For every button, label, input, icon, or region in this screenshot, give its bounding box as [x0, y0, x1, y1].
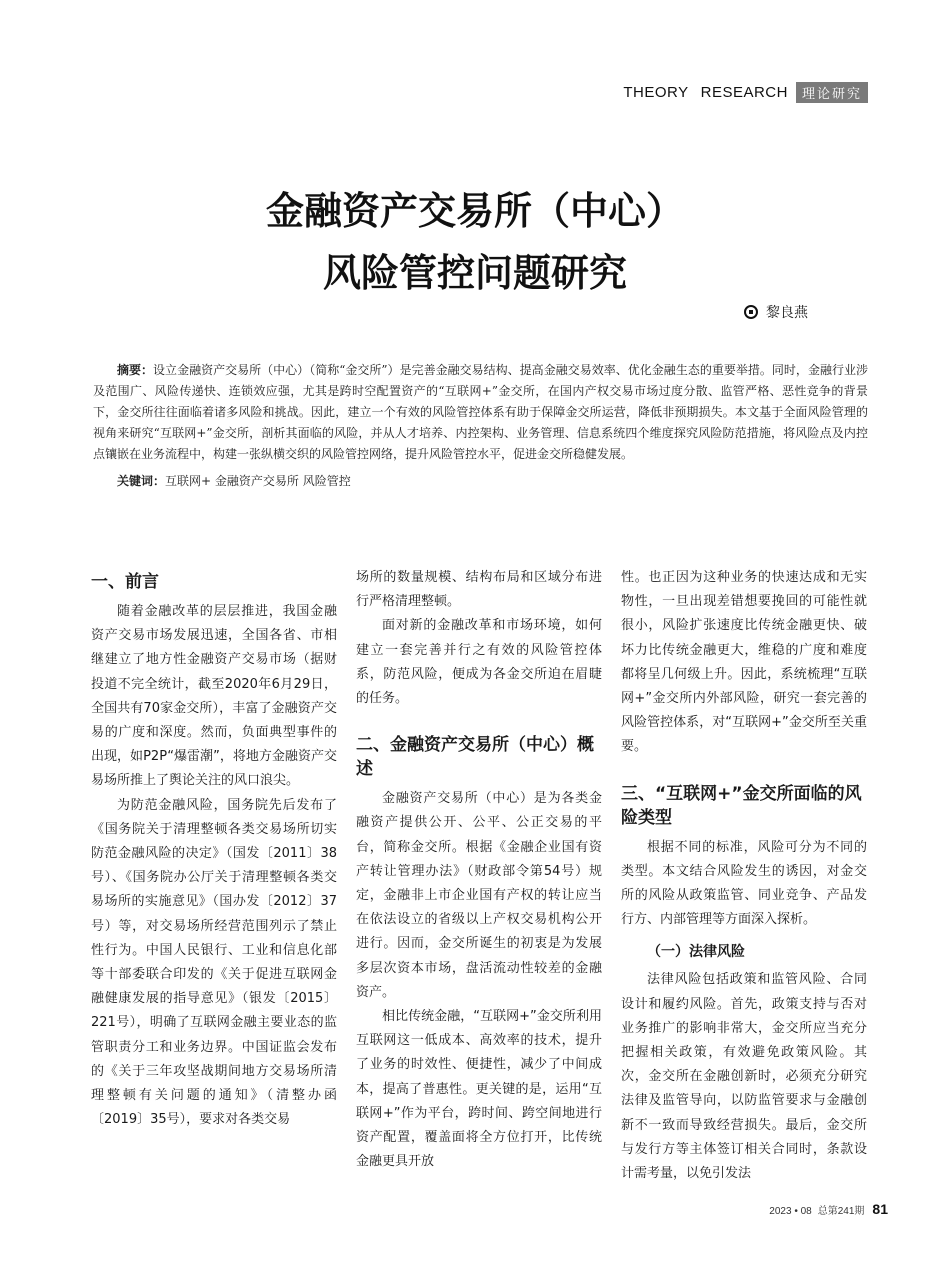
subsection-heading-legal-risk: （一）法律风险 [647, 944, 745, 961]
header-english [623, 84, 788, 101]
footer-issue: 2023 • 08 [769, 1206, 812, 1217]
body-paragraph: 金融资产交易所（中心）是为各类金融资产提供公开、公平、公正交易的平台，简称金交所。根据《金融企业国有资产转让管理办法》（财政部令第54号）规定，金融非上市企业国有产权的转让应当在依法设立的省级以上产权交易机构公开进行。因而，金交所诞生的初衷是为发展多层次资本市场，盘活流动性较差的金融资产。 [356, 791, 602, 1000]
abstract-block [93, 360, 868, 492]
header-section-badge: 理论研究 [796, 82, 868, 103]
body-paragraph: 面对新的金融改革和市场环境，如何建立一套完善并行之有效的风险管控体系，防范风险，便成为各金交所迫在眉睫的任务。 [356, 618, 602, 707]
abstract-text: 设立金融资产交易所（中心）（简称“金交所”）是完善金融交易结构、提高金融交易效率、优化金融生态的重要举措。同时，金融行业涉及范围广、风险传递快、连锁效应强，尤其是跨时空配置资产的“互联网+”金交所，在国内产权交易市场过度分散、监管严格、恶性竞争的背景下，金交所往往面临着诸多风险和挑战。因此，建立一个有效的风险管控体系有助于保障金交所运营，降低非预期损失。本文基于全面风险管理的视角来研究“互联网+”金交所，剖析其面临的风险，并从人才培养、内控架构、业务管理、信息系统四个维度探究风险防范措施，将风险点及内控点镶嵌在业务流程中，构建一张纵横交织的风险管控网络，提升风险管控水平，促进金交所稳健发展。 [93, 363, 868, 461]
title-line-2: 风险管控问题研究 [322, 251, 627, 295]
abstract-paragraph [93, 360, 868, 465]
section-heading-intro: 一、前言 [91, 572, 159, 592]
footer-total-issue: 总第241期 [817, 1206, 865, 1217]
author-byline [744, 302, 808, 322]
body-paragraph-continued: 性。也正因为这种业务的快速达成和无实物性，一旦出现差错想要挽回的可能性就很小，风险扩张速度比传统金融更快、破坏力比传统金融更大，维稳的广度和难度都将呈几何级上升。因此，系统梳理“互联网+”金交所内外部风险，研究一套完善的风险管控体系，对“互联网+”金交所至关重要。 [621, 570, 867, 755]
title-line-1: 金融资产交易所（中心） [265, 189, 684, 233]
page-footer [769, 1201, 888, 1217]
page-number: 81 [872, 1201, 888, 1217]
author-name: 黎良燕 [766, 305, 808, 321]
abstract-label: 摘要： [117, 363, 154, 377]
body-column-2 [356, 566, 602, 1174]
author-icon [744, 305, 758, 319]
body-paragraph: 为防范金融风险，国务院先后发布了《国务院关于清理整顿各类交易场所切实防范金融风险的决定》（国发〔2011〕38号）、《国务院办公厅关于清理整顿各类交易场所的实施意见》（国办发〔2012〕37号）等，对交易场所经营范围列示了禁止性行为。中国人民银行、工业和信息化部等十部委联合印发的《关于促进互联网金融健康发展的指导意见》（银发〔2015〕221号），明确了互联网金融主要业态的监管职责分工和业务边界。中国证监会发布的《关于三年攻坚战期间地方交易场所清理整顿有关问题的通知》（清整办函〔2019〕35号），要求对各类交易 [91, 797, 337, 1128]
keywords-label: 关键词： [117, 474, 166, 488]
section-heading-risk-types: 三、“互联网+”金交所面临的风险类型 [621, 783, 862, 828]
article-title [0, 180, 950, 304]
header-word-theory: THEORY [623, 84, 689, 101]
body-paragraph: 根据不同的标准，风险可分为不同的类型。本文结合风险发生的诱因，对金交所的风险从政策监管、同业竞争、产品发行方、内部管理等方面深入探析。 [621, 839, 867, 928]
body-paragraph: 相比传统金融，“互联网+”金交所利用互联网这一低成本、高效率的技术，提升了业务的时效性、便捷性，减少了中间成本，提高了普惠性。更关键的是，运用“互联网+”作为平台，跨时间、跨空间地进行资产配置，覆盖面将全方位打开，比传统金融更具开放 [356, 1009, 602, 1170]
body-paragraph-continued: 场所的数量规模、结构布局和区域分布进行严格清理整顿。 [356, 570, 602, 610]
header-word-research: RESEARCH [700, 84, 788, 101]
body-paragraph: 随着金融改革的层层推进，我国金融资产交易市场发展迅速，全国各省、市相继建立了地方性金融资产交易市场（据财投道不完全统计，截至2020年6月29日，全国共有70家金交所），丰富了金融资产交易的广度和深度。然而，负面典型事件的出现，如P2P“爆雷潮”，将地方金融资产交易场所推上了舆论关注的风口浪尖。 [91, 604, 337, 789]
section-heading-overview: 二、金融资产交易所（中心）概述 [356, 735, 594, 780]
body-column-3 [621, 566, 867, 1186]
keywords-text: 互联网+ 金融资产交易所 风险管控 [165, 474, 351, 488]
keywords-line [93, 471, 868, 492]
body-paragraph: 法律风险包括政策和监管风险、合同设计和履约风险。首先，政策支持与否对业务推广的影响非常大，金交所应当充分把握相关政策，有效避免政策风险。其次，金交所在金融创新时，必须充分研究法律及监管导向，以防监管要求与金融创新不一致而导致经营损失。最后，金交所与发行方等主体签订相关合同时，条款设计需考量，以免引发法 [621, 972, 867, 1182]
running-header [623, 82, 868, 103]
body-column-1 [91, 566, 337, 1132]
